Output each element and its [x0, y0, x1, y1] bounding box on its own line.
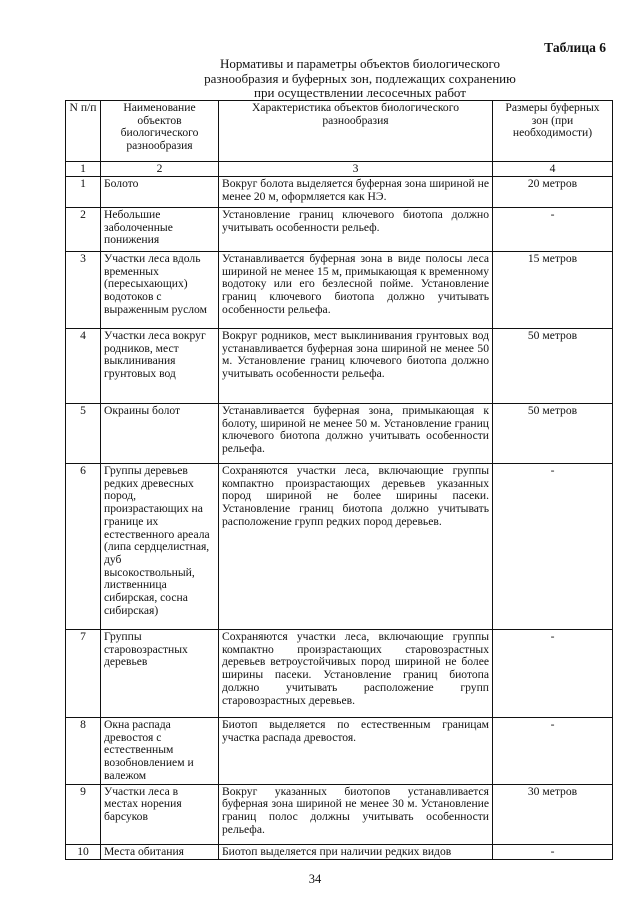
table-row: [66, 464, 613, 630]
table-title: [180, 57, 540, 101]
object-name: Группы старовозрастных деревьев: [101, 630, 219, 718]
buffer-size: -: [493, 630, 613, 718]
title-line-1: Нормативы и параметры объектов биологического: [219, 56, 501, 71]
header-row: [66, 101, 613, 162]
object-description: Биотоп выделяется по естественным границам участка распада древостоя.: [219, 718, 493, 785]
table-row: [66, 784, 613, 844]
object-name: Окраины болот: [101, 404, 219, 464]
header-description: Характеристика объектов биологического разнообразия: [219, 101, 493, 162]
buffer-size: -: [493, 718, 613, 785]
object-name: Болото: [101, 177, 219, 208]
column-number: 2: [101, 162, 219, 177]
standards-table: [65, 100, 613, 860]
row-number: 6: [66, 464, 101, 630]
table-row: [66, 252, 613, 329]
row-number: 8: [66, 718, 101, 785]
object-description: Сохраняются участки леса, включающие группы компактно произрастающих деревьев указанных пород шириной не более ширины пасеки. Установление границ биотопа должно учитывать расположение групп редких пород деревьев.: [219, 464, 493, 630]
row-number: 3: [66, 252, 101, 329]
object-name: Участки леса вдоль временных (пересыхающих) водотоков с выраженным руслом: [101, 252, 219, 329]
buffer-size: 15 метров: [493, 252, 613, 329]
buffer-size: 30 метров: [493, 784, 613, 844]
row-number: 1: [66, 177, 101, 208]
object-name: Окна распада древостоя с естественным возобновлением и валежом: [101, 718, 219, 785]
table-row: [66, 630, 613, 718]
column-number: 4: [493, 162, 613, 177]
header-buffer: Размеры буферных зон (при необходимости): [493, 101, 613, 162]
title-line-3: при осуществлении лесосечных работ: [254, 85, 466, 100]
title-line-2: разнообразия и буферных зон, подлежащих сохранению: [204, 70, 516, 86]
buffer-size: 50 метров: [493, 329, 613, 404]
buffer-size: -: [493, 208, 613, 252]
column-number: 3: [219, 162, 493, 177]
row-number: 4: [66, 329, 101, 404]
object-description: Вокруг болота выделяется буферная зона шириной не менее 20 м, оформляется как НЭ.: [219, 177, 493, 208]
row-number: 2: [66, 208, 101, 252]
object-name: Места обитания: [101, 844, 219, 860]
object-description: Устанавливается буферная зона в виде полосы леса шириной не менее 15 м, примыкающая к временному водотоку или его безлесной пойме. Установление границ ключевого биотопа должно учитывать особенности рельефа.: [219, 252, 493, 329]
row-number: 9: [66, 784, 101, 844]
object-name: Участки леса вокруг родников, мест выклинивания грунтовых вод: [101, 329, 219, 404]
object-name: Небольшие заболоченные понижения: [101, 208, 219, 252]
object-description: Вокруг родников, мест выклинивания грунтовых вод устанавливается буферная зона шириной не менее 50 м. Установление границ ключевого биотопа должно учитывать особенности рельефа.: [219, 329, 493, 404]
header-name: Наименование объектов биологического разнообразия: [101, 101, 219, 162]
table-row: [66, 404, 613, 464]
object-name: Группы деревьев редких древесных пород, произрастающих на границе их естественного ареала (липа сердцелистная, дуб высокоствольный, лиственница сибирская, сосна сибирская): [101, 464, 219, 630]
table-label: Таблица 6: [544, 40, 606, 55]
header-num: N п/п: [66, 101, 101, 162]
table-row: [66, 329, 613, 404]
table-row: [66, 718, 613, 785]
buffer-size: 50 метров: [493, 404, 613, 464]
object-description: Сохраняются участки леса, включающие группы компактно произрастающих старовозрастных деревьев ветроустойчивых пород шириной не более ширины пасеки. Установление границ биотопа должно учитывать расположение групп старовозрастных деревьев.: [219, 630, 493, 718]
table-row: [66, 208, 613, 252]
object-description: Биотоп выделяется при наличии редких видов: [219, 844, 493, 860]
object-description: Установление границ ключевого биотопа должно учитывать особенности рельеф.: [219, 208, 493, 252]
column-number-row: [66, 162, 613, 177]
object-description: Вокруг указанных биотопов устанавливается буферная зона шириной не менее 30 м. Установление границ полос должны учитывать особенности рельефа.: [219, 784, 493, 844]
buffer-size: -: [493, 464, 613, 630]
buffer-size: -: [493, 844, 613, 860]
column-number: 1: [66, 162, 101, 177]
row-number: 7: [66, 630, 101, 718]
row-number: 10: [66, 844, 101, 860]
table-row: [66, 177, 613, 208]
object-name: Участки леса в местах норения барсуков: [101, 784, 219, 844]
table-row: [66, 844, 613, 860]
object-description: Устанавливается буферная зона, примыкающая к болоту, шириной не менее 50 м. Установление границ ключевого биотопа должно учитывать особенности рельефа.: [219, 404, 493, 464]
buffer-size: 20 метров: [493, 177, 613, 208]
page-number: 34: [308, 872, 322, 886]
row-number: 5: [66, 404, 101, 464]
